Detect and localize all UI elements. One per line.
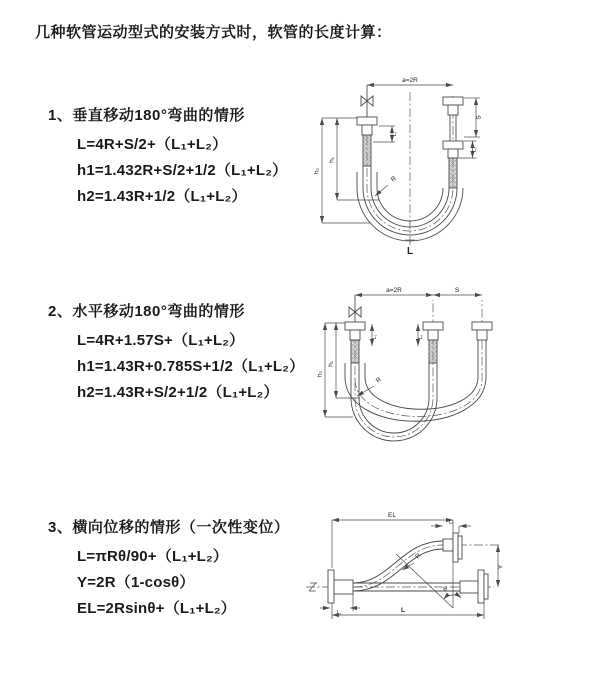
radius-label: R (389, 175, 398, 184)
dimension-s (464, 98, 483, 137)
valve-icon (361, 85, 373, 117)
diagram-lateral-displacement (298, 502, 598, 642)
formula-line: h2=1.43R+1/2（L₁+L₂） (77, 188, 247, 205)
dim-l1-label: L₁ (372, 334, 378, 340)
dim-h1-label: h₁ (328, 157, 336, 163)
section-vertical-movement (48, 104, 287, 210)
section-3-formulas (48, 544, 289, 622)
section-3-heading: 3、横向位移的情形（一次性变位） (48, 519, 290, 536)
diagram-horizontal-180-bend (298, 284, 598, 459)
lower-right-flange (460, 570, 488, 603)
diagram-vertical-180-bend (300, 68, 585, 263)
dim-h1-label: h₁ (327, 361, 335, 367)
dim-y-label: Y (497, 564, 505, 570)
dim-s-label: S (475, 115, 483, 120)
dim-l2-label: L₂ (448, 519, 454, 526)
section-horizontal-movement (48, 300, 304, 406)
right-pipe-fitting (472, 322, 492, 340)
upper-right-flange (443, 533, 462, 562)
dim-l1-label: L₁ (392, 131, 398, 137)
hose-u-bend-original (351, 363, 437, 441)
dim-h2-label: h₂ (316, 370, 324, 378)
left-pipe-fitting (357, 117, 377, 166)
formula-line: h1=1.432R+S/2+1/2（L₁+L₂） (77, 162, 288, 179)
dim-a-label: a=2R (386, 287, 402, 294)
centerlines (355, 300, 482, 437)
formula-line: L=πRθ/90+（L₁+L₂） (77, 548, 229, 565)
formula-line: h2=1.43R+S/2+1/2（L₁+L₂） (77, 384, 279, 401)
formula-line: Y=2R（1-cosθ） (77, 574, 195, 591)
centerlines (367, 92, 453, 246)
section-2-heading: 2、水平移动180°弯曲的情形 (48, 303, 245, 320)
left-flange (309, 570, 353, 603)
page-title: 几种软管运动型式的安装方式时，软管的长度计算： (35, 24, 392, 41)
dimension-y (498, 545, 505, 587)
theta-label: θ (443, 586, 447, 593)
dim-l1-label: L₁ (336, 610, 342, 616)
radius-label: R (374, 376, 383, 385)
formula-line: L=4R+S/2+（L₁+L₂） (77, 136, 228, 153)
dim-l2-label: L₂ (418, 334, 424, 340)
radius-label: R (414, 552, 423, 561)
dimension-l2 (431, 520, 471, 534)
middle-pipe-fitting (423, 322, 443, 363)
formula-line: h1=1.43R+0.785S+1/2（L₁+L₂） (77, 358, 305, 375)
formula-line: EL=2Rsinθ+（L₁+L₂） (77, 600, 236, 617)
radius-callout (357, 376, 383, 396)
dim-s-label: S (454, 287, 460, 294)
dimension-a-2r (355, 287, 482, 295)
dimension-a-2r (367, 77, 453, 85)
dim-l-label: L (401, 607, 405, 614)
section-lateral-displacement (48, 516, 289, 622)
right-pipe-fitting (443, 97, 463, 188)
dimension-l1 (320, 594, 360, 616)
left-pipe-fitting (345, 322, 365, 363)
dim-a-label: a=2R (402, 77, 418, 84)
dim-l-label: L (406, 246, 414, 257)
section-1-formulas (48, 132, 287, 210)
dimension-l (332, 603, 484, 619)
hose-u-bend-moved (345, 340, 486, 421)
section-2-formulas (48, 328, 304, 406)
dimension-l1 (372, 324, 378, 346)
dim-el-label: EL (388, 512, 396, 519)
formula-line: L=4R+1.57S+（L₁+L₂） (77, 332, 245, 349)
angle-construction (396, 554, 461, 608)
dim-h2-label: h₂ (313, 167, 321, 175)
dimension-l1 (373, 126, 398, 142)
valve-icon (349, 295, 361, 322)
dim-l2-label: L₂ (472, 147, 478, 152)
radius-callout (375, 175, 398, 196)
section-1-heading: 1、垂直移动180°弯曲的情形 (48, 107, 245, 124)
